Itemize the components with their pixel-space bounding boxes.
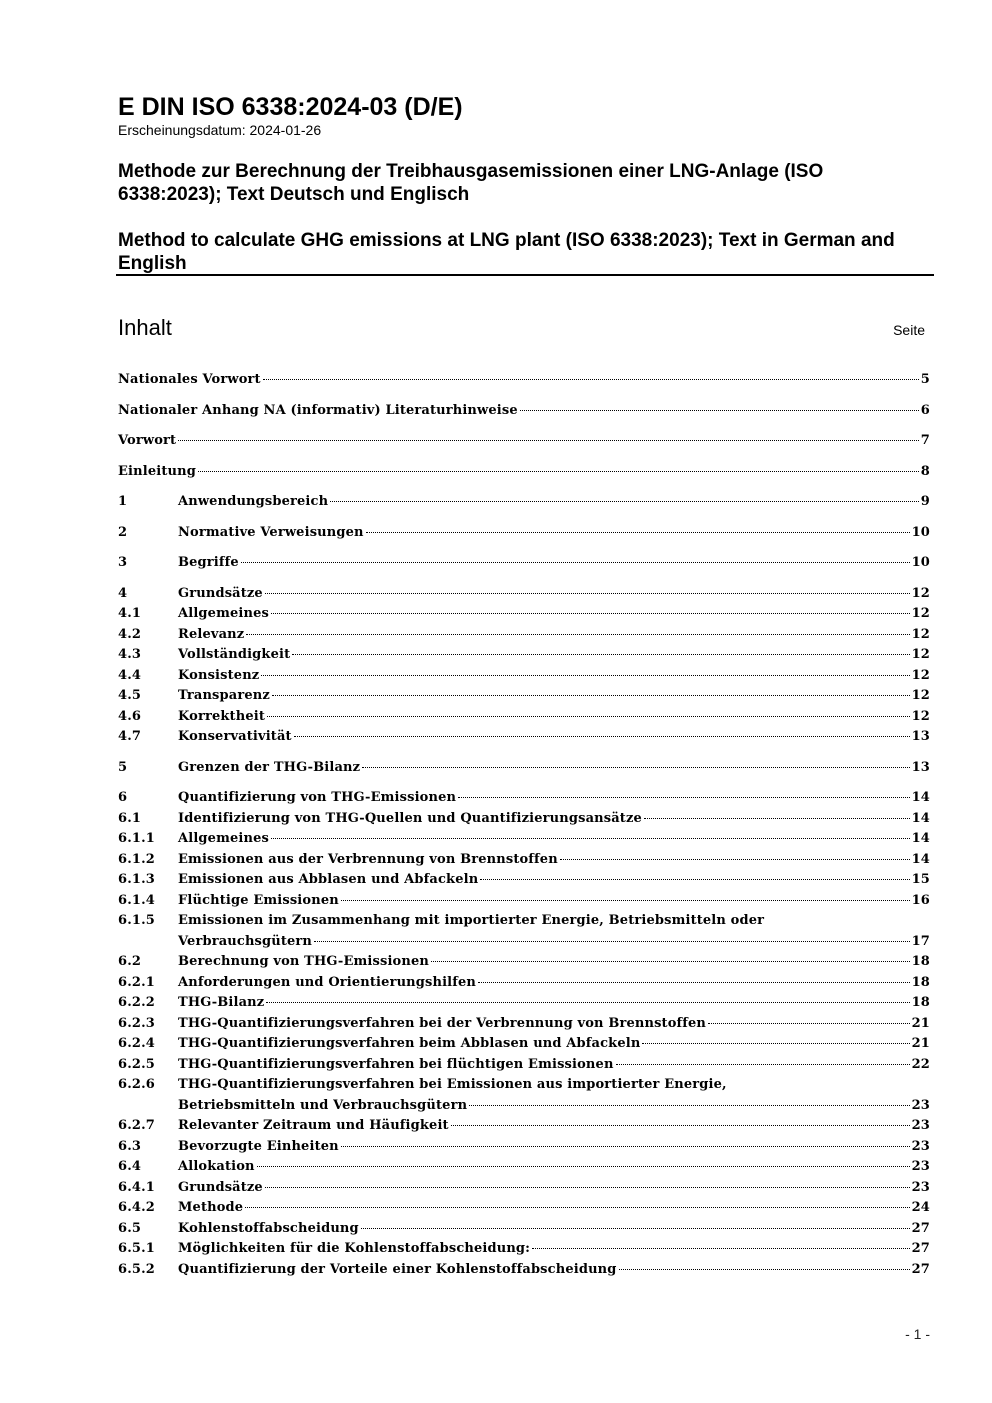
toc-entry-label[interactable]: Identifizierung von THG-Quellen und Quantifizierungsansätze xyxy=(178,810,642,826)
toc-entry-number: 6.5 xyxy=(118,1220,142,1236)
toc-entry[interactable] xyxy=(118,584,930,605)
toc-entry-page[interactable]: 27 xyxy=(911,1241,930,1256)
toc-entry-number: 6.3 xyxy=(118,1138,142,1154)
toc-entry-leader xyxy=(178,707,912,728)
toc-entry-page[interactable]: 14 xyxy=(911,831,930,846)
toc-entry-leader xyxy=(118,370,921,391)
toc-entry-leader xyxy=(178,932,912,953)
toc-entry-page[interactable]: 12 xyxy=(911,708,930,724)
toc-entry-page[interactable]: 6 xyxy=(920,402,930,418)
document-id: E DIN ISO 6338:2024-03 (D/E) xyxy=(118,93,463,121)
toc-line xyxy=(118,1055,930,1076)
dot-leader xyxy=(644,818,910,819)
toc-entry-number: 6.2.7 xyxy=(118,1118,155,1133)
toc-entry-leader xyxy=(178,809,912,830)
dot-leader xyxy=(263,379,919,380)
toc-entry-leader xyxy=(178,584,912,605)
toc-entry[interactable] xyxy=(118,952,930,973)
toc-line xyxy=(118,788,930,809)
toc-entry-leader xyxy=(178,1116,912,1137)
toc-entry-label[interactable]: Einleitung xyxy=(118,463,196,479)
toc-line xyxy=(118,370,930,391)
toc-entry-page[interactable]: 27 xyxy=(911,1261,930,1277)
toc-entry-number: 4 xyxy=(118,585,128,601)
toc-entry-label[interactable]: Kohlenstoffabscheidung xyxy=(178,1220,359,1236)
toc-entry-label[interactable]: Emissionen aus Abblasen und Abfackeln xyxy=(178,872,479,887)
dot-leader xyxy=(265,1187,910,1188)
toc-line xyxy=(118,1239,930,1260)
toc-entry-number: 4.5 xyxy=(118,688,142,703)
dot-leader xyxy=(292,654,909,655)
toc-entry-page[interactable]: 24 xyxy=(911,1200,930,1215)
toc-entry[interactable] xyxy=(118,727,930,748)
dot-leader xyxy=(532,1248,909,1249)
toc-entry-page[interactable]: 23 xyxy=(911,1138,930,1154)
toc-entry-label[interactable]: THG-Quantifizierungsverfahren bei Emissionen aus importierter Energie, xyxy=(178,1077,727,1092)
toc-entry-label[interactable]: THG-Quantifizierungsverfahren bei der Verbrennung von Brennstoffen xyxy=(178,1015,707,1031)
toc-entry[interactable] xyxy=(118,1157,930,1178)
toc-line xyxy=(118,1075,930,1096)
dot-leader xyxy=(616,1064,910,1065)
dot-leader xyxy=(431,961,910,962)
toc-entry-page[interactable]: 12 xyxy=(911,647,930,662)
toc-line xyxy=(118,1198,930,1219)
toc-entry-number: 4.2 xyxy=(118,626,142,642)
dot-leader xyxy=(241,562,910,563)
toc-entry-label[interactable]: Grundsätze xyxy=(178,1179,263,1195)
toc-heading: Inhalt xyxy=(118,315,172,340)
toc-entry-page[interactable]: 21 xyxy=(911,1015,930,1031)
toc-entry-page[interactable]: 14 xyxy=(911,790,930,805)
toc-entry-page[interactable]: 13 xyxy=(911,729,930,744)
toc-entry[interactable] xyxy=(118,492,930,513)
toc-entry-number: 1 xyxy=(118,494,128,509)
toc-entry-leader xyxy=(178,1137,912,1158)
toc-entry[interactable] xyxy=(118,1055,930,1076)
toc-line xyxy=(118,1178,930,1199)
toc-entry-leader xyxy=(178,788,912,809)
dot-leader xyxy=(245,1207,909,1208)
toc-entry-number: 6.1.5 xyxy=(118,913,155,928)
toc-entry-page[interactable]: 27 xyxy=(911,1220,930,1236)
publication-date: Erscheinungsdatum: 2024-01-26 xyxy=(118,122,322,138)
toc-entry-label[interactable]: Transparenz xyxy=(178,688,270,703)
toc-entry-leader xyxy=(118,431,921,452)
toc-entry-label[interactable]: Emissionen aus der Verbrennung von Brennstoffen xyxy=(178,851,558,867)
dot-leader xyxy=(362,767,909,768)
dot-leader xyxy=(469,1105,909,1106)
toc-entry-label-continued[interactable]: Verbrauchsgütern xyxy=(178,933,313,949)
toc-entry-page[interactable]: 14 xyxy=(911,810,930,826)
toc-entry-number: 6.1.3 xyxy=(118,872,155,887)
toc-entry-leader xyxy=(178,1219,912,1240)
toc-line xyxy=(118,1116,930,1137)
toc-entry-number: 6.2.1 xyxy=(118,974,155,990)
toc-entry-page[interactable]: 18 xyxy=(911,974,930,990)
toc-entry-leader xyxy=(118,462,921,483)
toc-entry-number: 6.1 xyxy=(118,810,142,826)
toc-entry-leader xyxy=(178,686,912,707)
toc-entry-page[interactable]: 18 xyxy=(911,954,930,969)
toc-entry-label[interactable]: Allgemeines xyxy=(178,831,269,846)
toc-line xyxy=(118,829,930,850)
dot-leader xyxy=(257,1166,910,1167)
dot-leader xyxy=(271,838,910,839)
toc-entry-label[interactable]: Anwendungsbereich xyxy=(178,494,329,509)
toc-entry[interactable] xyxy=(118,401,930,422)
dot-leader xyxy=(272,695,910,696)
toc-entry-leader xyxy=(178,666,912,687)
dot-leader xyxy=(330,501,919,502)
toc-entry-label-continued[interactable]: Betriebsmitteln und Verbrauchsgütern xyxy=(178,1097,468,1113)
toc-line xyxy=(118,1014,930,1035)
toc-line-continuation xyxy=(118,932,930,953)
toc-entry-leader xyxy=(118,401,921,422)
toc-entry-leader xyxy=(178,1260,912,1281)
title-rule xyxy=(116,274,934,276)
toc-entry-page[interactable]: 12 xyxy=(911,606,930,621)
toc-entry-page[interactable]: 14 xyxy=(911,851,930,867)
toc-entry-page[interactable]: 12 xyxy=(911,667,930,683)
toc-entry-label[interactable]: Flüchtige Emissionen xyxy=(178,892,339,908)
toc-entry-leader xyxy=(178,870,912,891)
dot-leader xyxy=(271,613,910,614)
toc-entry-page[interactable]: 7 xyxy=(920,433,930,448)
toc-entry[interactable] xyxy=(118,686,930,707)
toc-entry-number: 6 xyxy=(118,790,128,805)
toc-entry[interactable] xyxy=(118,645,930,666)
toc-entry-page[interactable]: 18 xyxy=(911,995,930,1010)
toc-entry-leader xyxy=(178,993,912,1014)
toc-entry-label[interactable]: Nationaler Anhang NA (informativ) Literaturhinweise xyxy=(118,402,518,418)
toc-entry[interactable] xyxy=(118,1034,930,1055)
toc-entry-number: 6.2.4 xyxy=(118,1036,155,1051)
dot-leader xyxy=(458,797,909,798)
dot-leader xyxy=(261,675,909,676)
toc-entry-leader xyxy=(178,1014,912,1035)
toc-entry[interactable] xyxy=(118,1198,930,1219)
toc-entry-label[interactable]: Korrektheit xyxy=(178,708,265,724)
toc-entry-number: 4.6 xyxy=(118,708,142,724)
toc-entry-number: 6.2.5 xyxy=(118,1056,155,1072)
toc-entry-leader xyxy=(178,891,912,912)
toc-line xyxy=(118,1260,930,1281)
toc-line xyxy=(118,758,930,779)
toc-entry-page[interactable]: 23 xyxy=(911,1097,930,1113)
toc-entry-label[interactable]: Berechnung von THG-Emissionen xyxy=(178,954,429,969)
toc-entry[interactable] xyxy=(118,1260,930,1281)
toc-entry-number: 4.7 xyxy=(118,729,142,744)
toc-line xyxy=(118,666,930,687)
toc-entry-leader xyxy=(178,492,921,513)
toc-entry-leader xyxy=(178,645,912,666)
toc-entry-leader xyxy=(178,604,912,625)
dot-leader xyxy=(198,471,919,472)
toc-entry-label[interactable]: Bevorzugte Einheiten xyxy=(178,1138,339,1154)
toc-entry-number: 5 xyxy=(118,759,128,775)
toc-entry-number: 4.1 xyxy=(118,606,142,621)
toc-entry[interactable] xyxy=(118,431,930,452)
dot-leader xyxy=(366,532,910,533)
toc-entry[interactable] xyxy=(118,553,930,574)
toc-entry-label[interactable]: Quantifizierung der Vorteile einer Kohlenstoffabscheidung xyxy=(178,1261,617,1277)
toc-entry-number: 3 xyxy=(118,555,128,570)
toc-entry-page[interactable]: 9 xyxy=(920,494,930,509)
toc-entry[interactable] xyxy=(118,973,930,994)
toc-line xyxy=(118,891,930,912)
dot-leader xyxy=(642,1043,909,1044)
toc-entry-label[interactable]: Möglichkeiten für die Kohlenstoffabscheidung: xyxy=(178,1241,531,1256)
toc-line xyxy=(118,645,930,666)
toc-line xyxy=(118,1034,930,1055)
toc-line xyxy=(118,993,930,1014)
toc-line xyxy=(118,523,930,544)
toc-entry[interactable] xyxy=(118,788,930,809)
toc-entry-leader xyxy=(178,952,912,973)
dot-leader xyxy=(314,941,910,942)
toc-entry-leader xyxy=(178,1239,912,1260)
toc-entry-label[interactable]: Grundsätze xyxy=(178,585,263,601)
toc-entry-number: 6.4.1 xyxy=(118,1179,155,1195)
toc-line xyxy=(118,1157,930,1178)
title-german: Methode zur Berechnung der Treibhausgasemissionen einer LNG-Anlage (ISO 6338:2023); Text Deutsch und Englisch xyxy=(118,161,824,205)
toc-entry-number: 6.4 xyxy=(118,1159,142,1174)
toc-entry[interactable] xyxy=(118,625,930,646)
toc-line-continuation xyxy=(118,1096,930,1117)
toc-line xyxy=(118,870,930,891)
toc-line xyxy=(118,1219,930,1240)
toc-entry-number: 6.5.2 xyxy=(118,1261,155,1277)
toc-entry-page[interactable]: 21 xyxy=(911,1036,930,1051)
toc-entry-label[interactable]: THG-Bilanz xyxy=(178,995,265,1010)
toc-entry-number: 6.1.4 xyxy=(118,892,155,908)
toc-entry-number: 6.2 xyxy=(118,954,142,969)
toc-entry-page[interactable]: 17 xyxy=(911,933,930,949)
dot-leader xyxy=(361,1228,910,1229)
toc-entry-page[interactable]: 10 xyxy=(911,524,930,540)
toc-entry-label[interactable]: Allgemeines xyxy=(178,606,269,621)
toc-entry-page[interactable]: 22 xyxy=(911,1056,930,1072)
toc-entry-leader xyxy=(178,1055,912,1076)
toc-line xyxy=(118,431,930,452)
toc-entry[interactable] xyxy=(118,870,930,891)
toc-entry[interactable] xyxy=(118,1178,930,1199)
toc-entry-label[interactable]: Methode xyxy=(178,1200,244,1215)
toc-entry[interactable] xyxy=(118,604,930,625)
toc-entry[interactable] xyxy=(118,707,930,728)
toc-entry-number: 6.2.2 xyxy=(118,995,155,1010)
toc-line xyxy=(118,850,930,871)
dot-leader xyxy=(294,736,910,737)
toc-entry-page[interactable]: 12 xyxy=(911,585,930,601)
toc-entry[interactable] xyxy=(118,462,930,483)
toc-entry-label[interactable]: Emissionen im Zusammenhang mit importierter Energie, Betriebsmitteln oder xyxy=(178,913,765,928)
toc-line xyxy=(118,1137,930,1158)
toc-entry-page[interactable]: 12 xyxy=(911,626,930,642)
toc-entry-leader xyxy=(178,1178,912,1199)
toc-entry[interactable] xyxy=(118,1014,930,1035)
toc-line xyxy=(118,707,930,728)
toc-entry-number: 6.1.2 xyxy=(118,851,155,867)
toc-entry[interactable] xyxy=(118,523,930,544)
toc-entry-page[interactable]: 8 xyxy=(920,463,930,479)
page-number: - 1 - xyxy=(905,1326,930,1342)
toc-entry-label[interactable]: Anforderungen und Orientierungshilfen xyxy=(178,974,477,990)
toc-entry[interactable] xyxy=(118,666,930,687)
toc-entry-label[interactable]: Grenzen der THG-Bilanz xyxy=(178,759,361,775)
dot-leader xyxy=(451,1125,910,1126)
toc-entry-leader xyxy=(178,829,912,850)
toc-entry-page[interactable]: 16 xyxy=(911,892,930,908)
title-english: Method to calculate GHG emissions at LNG plant (ISO 6338:2023); Text in German and English xyxy=(118,230,895,274)
toc-entry-number: 6.2.6 xyxy=(118,1077,155,1092)
toc-entry-label[interactable]: Allokation xyxy=(178,1159,255,1174)
toc-entry-label[interactable]: THG-Quantifizierungsverfahren bei flüchtigen Emissionen xyxy=(178,1056,614,1072)
toc-entry[interactable] xyxy=(118,1075,930,1116)
toc-entry-leader xyxy=(178,850,912,871)
toc-line xyxy=(118,952,930,973)
toc-entry[interactable] xyxy=(118,850,930,871)
toc-entry-number: 6.2.3 xyxy=(118,1015,155,1031)
toc-line xyxy=(118,973,930,994)
toc-entry-page[interactable]: 23 xyxy=(911,1179,930,1195)
toc-line xyxy=(118,727,930,748)
dot-leader xyxy=(478,982,910,983)
toc-entry-page[interactable]: 15 xyxy=(911,872,930,887)
toc-entry-label[interactable]: Quantifizierung von THG-Emissionen xyxy=(178,790,457,805)
toc-entry-label[interactable]: Konservativität xyxy=(178,729,292,744)
toc-line xyxy=(118,604,930,625)
toc-entry[interactable] xyxy=(118,1116,930,1137)
toc-page-column-label: Seite xyxy=(893,322,925,338)
toc-entry-leader xyxy=(178,625,912,646)
toc-entry[interactable] xyxy=(118,911,930,952)
toc-entry-leader xyxy=(178,973,912,994)
toc-entry-number: 6.4.2 xyxy=(118,1200,155,1215)
toc-line xyxy=(118,492,930,513)
toc-line xyxy=(118,462,930,483)
table-of-contents xyxy=(118,370,930,1280)
dot-leader xyxy=(267,716,910,717)
toc-entry-page[interactable]: 10 xyxy=(911,555,930,570)
toc-entry-label[interactable]: Normative Verweisungen xyxy=(178,524,364,540)
dot-leader xyxy=(520,410,919,411)
toc-entry-number: 2 xyxy=(118,524,128,540)
toc-line xyxy=(118,809,930,830)
toc-entry-label[interactable]: THG-Quantifizierungsverfahren beim Abblasen und Abfackeln xyxy=(178,1036,641,1051)
toc-entry-label[interactable]: Nationales Vorwort xyxy=(118,372,261,387)
toc-entry[interactable] xyxy=(118,1239,930,1260)
dot-leader xyxy=(560,859,910,860)
toc-entry-number: 6.5.1 xyxy=(118,1241,155,1256)
toc-line xyxy=(118,911,930,932)
dot-leader xyxy=(265,593,910,594)
toc-entry-leader xyxy=(178,553,912,574)
toc-entry-leader xyxy=(178,1198,912,1219)
dot-leader xyxy=(341,1146,910,1147)
toc-entry-label[interactable]: Begriffe xyxy=(178,555,239,570)
dot-leader xyxy=(708,1023,910,1024)
toc-entry[interactable] xyxy=(118,1137,930,1158)
toc-entry-label[interactable]: Vollständigkeit xyxy=(178,647,291,662)
dot-leader xyxy=(246,634,909,635)
toc-entry-number: 4.4 xyxy=(118,667,142,683)
dot-leader xyxy=(341,900,910,901)
toc-entry[interactable] xyxy=(118,758,930,779)
toc-entry[interactable] xyxy=(118,993,930,1014)
toc-entry-label[interactable]: Relevanter Zeitraum und Häufigkeit xyxy=(178,1118,449,1133)
dot-leader xyxy=(178,440,919,441)
toc-entry-page[interactable]: 13 xyxy=(911,759,930,775)
toc-line xyxy=(118,401,930,422)
toc-entry-label[interactable]: Konsistenz xyxy=(178,667,260,683)
toc-entry-leader xyxy=(178,727,912,748)
toc-entry-number: 4.3 xyxy=(118,647,142,662)
toc-entry-leader xyxy=(178,1034,912,1055)
toc-entry[interactable] xyxy=(118,1219,930,1240)
toc-entry-leader xyxy=(178,523,912,544)
toc-entry[interactable] xyxy=(118,809,930,830)
toc-entry-leader xyxy=(178,1157,912,1178)
toc-entry-label[interactable]: Vorwort xyxy=(118,433,177,448)
toc-line xyxy=(118,584,930,605)
toc-entry[interactable] xyxy=(118,829,930,850)
toc-line xyxy=(118,686,930,707)
toc-entry-page[interactable]: 5 xyxy=(920,372,930,387)
dot-leader xyxy=(266,1002,909,1003)
toc-entry-number: 6.1.1 xyxy=(118,831,155,846)
toc-entry[interactable] xyxy=(118,891,930,912)
toc-entry-leader xyxy=(178,1096,912,1117)
toc-entry-label[interactable]: Relevanz xyxy=(178,626,245,642)
toc-line xyxy=(118,553,930,574)
toc-entry-page[interactable]: 23 xyxy=(911,1118,930,1133)
dot-leader xyxy=(480,879,909,880)
toc-line xyxy=(118,625,930,646)
toc-entry-leader xyxy=(178,758,912,779)
toc-entry-page[interactable]: 12 xyxy=(911,688,930,703)
toc-entry[interactable] xyxy=(118,370,930,391)
dot-leader xyxy=(619,1269,910,1270)
toc-entry-page[interactable]: 23 xyxy=(911,1159,930,1174)
